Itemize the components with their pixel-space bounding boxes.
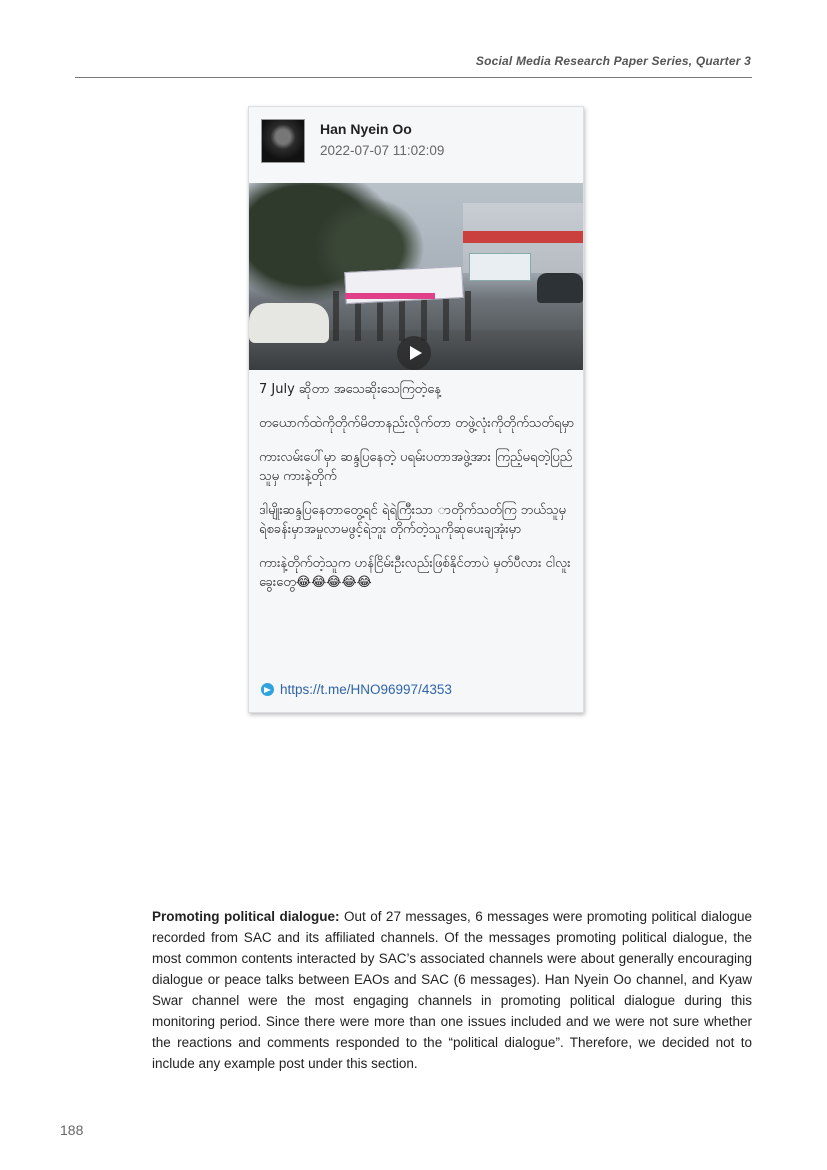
post-datetime: 2022-07-07 11:02:09 bbox=[320, 143, 445, 158]
header-divider bbox=[75, 77, 752, 78]
channel-avatar bbox=[261, 119, 305, 163]
paragraph-text: Out of 27 messages, 6 messages were promoting political dialogue recorded from SAC and its affiliated channels. Of the messages promoting political dialogue, the most common contents interacted by SAC’s associated channels were about generally encouraging dialogue or peace talks between EAOs and SAC (6 messages). Han Nyein Oo channel, and Kyaw Swar channel were the most engaging channels in promoting political dialogue during this monitoring period. Since there were more than one issues included and we were not sure whether the reactions and comments responded to the “political dialogue”. Therefore, we decided not to include any example post under this section. bbox=[152, 909, 752, 1071]
post-message bbox=[259, 380, 575, 607]
video-thumbnail[interactable] bbox=[249, 183, 583, 370]
telegram-post-card bbox=[248, 106, 584, 713]
post-link[interactable] bbox=[261, 682, 452, 697]
paragraph-heading: Promoting political dialogue: bbox=[152, 909, 340, 924]
running-header: Social Media Research Paper Series, Quarter 3 bbox=[475, 54, 751, 68]
post-link-text[interactable]: https://t.me/HNO96997/4353 bbox=[280, 682, 452, 697]
post-line: 7 July ဆိုတာ အသေဆိုးသေကြတဲ့နေ့ bbox=[259, 382, 442, 397]
channel-name: Han Nyein Oo bbox=[320, 121, 412, 137]
post-line: ကားလမ်းပေါ်မှာ ဆန္ဒပြနေတဲ့ ပရမ်းပတာအဖွဲ့အား ကြည့်မရတဲ့ပြည်သူမှ ကားနဲ့တိုက် bbox=[259, 450, 573, 484]
telegram-icon bbox=[261, 683, 274, 696]
play-icon[interactable] bbox=[397, 336, 431, 370]
page-number: 188 bbox=[60, 1122, 84, 1138]
post-line: ဒါမျိုးဆန္ဒပြနေတာတွေ့ရင် ရဲရဲကြီးသာ ာတိုက်သတ်ကြ ဘယ်သူမှရဲစခန်းမှာအမှုလာမဖွင့်ရဲဘူး တိုက်တဲ့သူကိုဆုပေးချအုံးမှာ bbox=[259, 503, 566, 537]
post-line: ကားနဲ့တိုက်တဲ့သူက ဟန်ငြိမ်းဦးလည်းဖြစ်နိုင်တာပဲ မှတ်ပီလား ငါလူးခွေးတွေ😂😂😂😂😂 bbox=[259, 556, 571, 590]
post-line: တယောက်ထဲကိုတိုက်မိတာနည်းလိုက်တာ တဖွဲ့လုံးကိုတိုက်သတ်ရမှာ bbox=[259, 416, 575, 431]
body-paragraph bbox=[152, 906, 752, 1074]
